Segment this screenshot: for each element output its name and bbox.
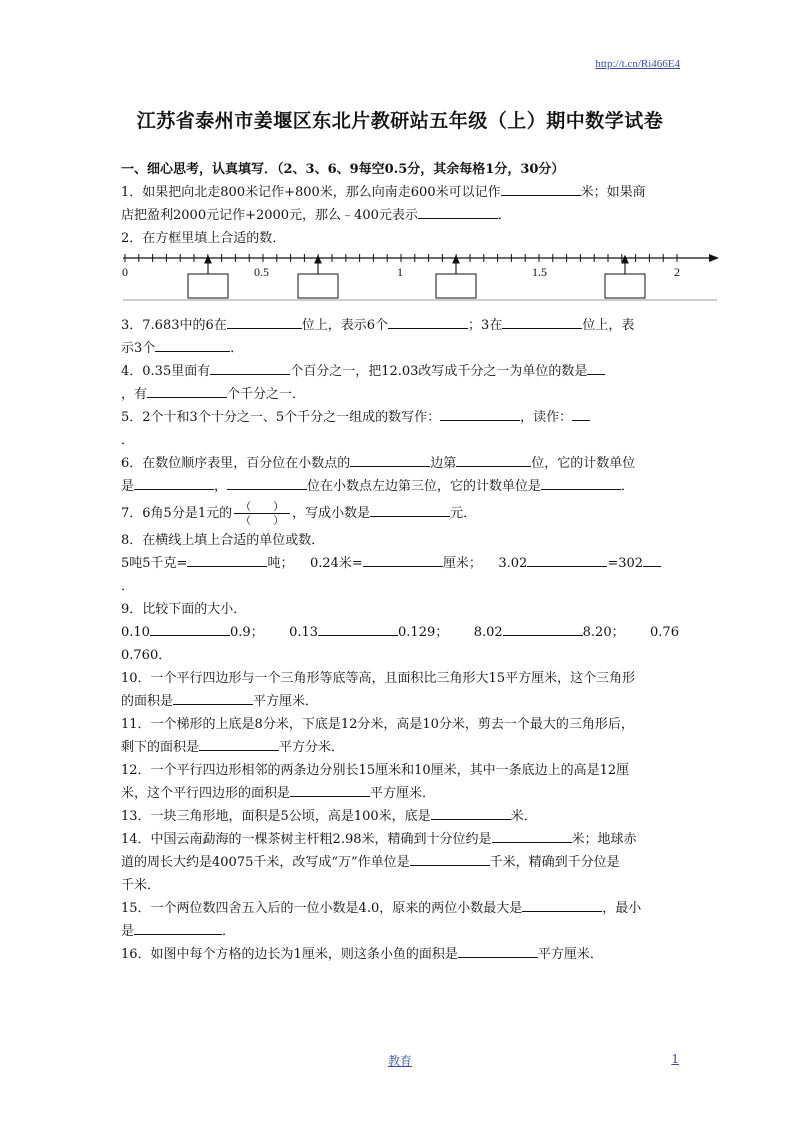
answer-blank[interactable] <box>502 314 582 329</box>
q4-text: 4．0.35里面有 <box>121 364 211 379</box>
q14-text: 道的周长大约是40075千米，改写成“万”作单位是 <box>121 855 410 870</box>
q3-text: ；3在 <box>468 318 503 333</box>
answer-blank[interactable] <box>418 204 498 219</box>
answer-blank[interactable] <box>527 552 607 567</box>
q3-text: 位上，表示6个 <box>301 318 389 333</box>
q13-text: 13．一块三角形地，面积是5公顷，高是100米，底是 <box>121 809 431 824</box>
answer-blank[interactable] <box>290 782 370 797</box>
q6-text: ． <box>621 479 635 494</box>
q9-text: 0.76 <box>650 625 679 640</box>
number-line-label: 1 <box>397 265 403 279</box>
q5-text: 5．2个十和3个十分之一、5个千分之一组成的数写作： <box>121 410 441 425</box>
page-number: 1 <box>671 1052 679 1066</box>
question-15 <box>121 897 687 920</box>
question-14 <box>121 828 687 851</box>
answer-blank[interactable] <box>155 337 230 352</box>
q9-text: 0.129； <box>398 625 449 640</box>
q14-text: 米；地球赤 <box>571 832 637 847</box>
fraction-blank[interactable] <box>234 500 290 527</box>
question-14-cont <box>121 851 687 874</box>
question-9-cont: 0.760． <box>121 648 172 663</box>
fraction-numerator: （ ） <box>234 500 290 514</box>
q8-text: =302 <box>607 556 644 571</box>
question-8: 8．在横线上填上合适的单位或数． <box>121 533 325 548</box>
question-2: 2．在方框里填上合适的数． <box>121 231 286 246</box>
q4-text: 个千分之一． <box>227 387 306 402</box>
q16-text: 16．如图中每个方格的边长为1厘米，则这条小鱼的面积是 <box>121 947 458 962</box>
number-line-label: 0.5 <box>254 265 269 279</box>
answer-box[interactable] <box>436 274 476 298</box>
q3-text: 位上，表 <box>582 318 635 333</box>
question-10: 10．一个平行四边形与一个三角形等底等高，且面积比三角形大15平方厘米，这个三角形 <box>121 671 636 686</box>
answer-blank[interactable] <box>458 943 538 958</box>
answer-blank[interactable] <box>431 805 511 820</box>
question-14-cont2: 千米． <box>121 878 161 893</box>
answer-blank[interactable] <box>210 360 290 375</box>
q1-text-c: 店把盈利2000元记作+2000元，那么﹣400元表示 <box>121 208 418 223</box>
number-line-label: 0 <box>122 265 128 279</box>
q6-text: 6．在数位顺序表里，百分位在小数点的 <box>121 456 351 471</box>
question-3 <box>121 314 687 337</box>
answer-blank[interactable] <box>227 475 307 490</box>
answer-blank[interactable] <box>199 736 279 751</box>
question-3-cont <box>121 337 687 360</box>
q11-text: 平方分米． <box>279 740 345 755</box>
q11-text: 剩下的面积是 <box>121 740 200 755</box>
answer-blank[interactable] <box>492 828 572 843</box>
answer-blank[interactable] <box>587 360 605 375</box>
q15-text: ． <box>222 924 236 939</box>
q7-text: 元． <box>450 506 477 521</box>
answer-box[interactable] <box>298 274 338 298</box>
q15-text: ，最小 <box>602 901 642 916</box>
compare-pair <box>289 621 448 644</box>
q10-text: 平方厘米． <box>253 694 319 709</box>
question-12: 12．一个平行四边形相邻的两条边分别长15厘米和10厘米，其中一条底边上的高是12厘 <box>121 763 630 778</box>
q12-text: 平方厘米． <box>370 786 436 801</box>
answer-blank[interactable] <box>350 452 430 467</box>
q4-text: 个百分之一，把12.03改写成千分之一为单位的数是 <box>290 364 588 379</box>
question-6 <box>121 452 687 475</box>
answer-blank[interactable] <box>134 475 214 490</box>
q8-text: 吨； <box>267 556 294 571</box>
answer-blank[interactable] <box>150 621 230 636</box>
answer-blank[interactable] <box>440 406 520 421</box>
footer-link[interactable]: 教育 <box>387 1054 412 1068</box>
q1-text-a: 1．如果把向北走800米记作+800米，那么向南走600米可以记作 <box>121 185 501 200</box>
question-8-items <box>121 552 687 575</box>
q8-text: 0.24米= <box>309 556 363 571</box>
q8-text: 5吨5千克= <box>121 556 188 571</box>
question-4 <box>121 360 687 383</box>
answer-blank[interactable] <box>503 621 583 636</box>
q16-text: 平方厘米． <box>537 947 603 962</box>
question-1 <box>121 181 687 204</box>
question-5-cont: ． <box>121 433 135 448</box>
q6-text: ， <box>214 479 228 494</box>
q15-text: 15．一个两位数四舍五入后的一位小数是4.0，原来的两位小数最大是 <box>121 901 523 916</box>
answer-blank[interactable] <box>456 452 531 467</box>
header-url-link[interactable]: http://t.cn/Ri466E4 <box>595 58 680 70</box>
q7-text: 7．6角5分是1元的 <box>121 506 233 521</box>
question-11: 11．一个梯形的上底是8分米，下底是12分米，高是10分米，剪去一个最大的三角形后， <box>121 717 634 732</box>
answer-blank[interactable] <box>388 314 468 329</box>
question-10-cont <box>121 690 687 713</box>
q3-text: ． <box>230 341 244 356</box>
q15-text: 是 <box>121 924 135 939</box>
section-heading: 一、细心思考，认真填写．（2、3、6、9每空0.5分，其余每格1分，30分） <box>121 162 565 177</box>
question-7 <box>121 500 687 527</box>
compare-pair <box>121 621 264 644</box>
q1-text-b: 米；如果商 <box>580 185 646 200</box>
page-title: 江苏省泰州市姜堰区东北片教研站五年级（上）期中数学试卷 <box>136 110 664 132</box>
question-16 <box>121 943 687 966</box>
q9-text: 0.10 <box>121 625 150 640</box>
q9-text: 8.20； <box>582 625 625 640</box>
exam-content <box>121 158 687 966</box>
answer-blank[interactable] <box>147 383 227 398</box>
question-6-cont <box>121 475 687 498</box>
q9-text: 0.13 <box>289 625 319 640</box>
q6-text: 是 <box>121 479 135 494</box>
q9-text: 0.9； <box>229 625 264 640</box>
question-15-cont <box>121 920 687 943</box>
question-5 <box>121 406 687 429</box>
answer-blank[interactable] <box>134 920 222 935</box>
answer-blank[interactable] <box>370 502 450 517</box>
fraction-denominator: （ ） <box>240 514 285 527</box>
q12-text: 米，这个平行四边形的面积是 <box>121 786 291 801</box>
q6-text: 边第 <box>430 456 457 471</box>
q8-text: 厘米； <box>442 556 482 571</box>
number-line-figure <box>121 252 687 312</box>
q9-text: 8.02 <box>473 625 503 640</box>
q6-text: 位在小数点左边第三位，它的计数单位是 <box>307 479 542 494</box>
q4-text: ，有 <box>121 387 148 402</box>
number-line-label: 1.5 <box>532 265 547 279</box>
q7-text: ，写成小数是 <box>292 506 371 521</box>
q14-text: 千米，精确到千分位是 <box>489 855 620 870</box>
question-4-cont <box>121 383 687 406</box>
q1-text-d: ． <box>497 208 511 223</box>
answer-blank[interactable] <box>363 552 443 567</box>
answer-blank[interactable] <box>522 897 602 912</box>
answer-box[interactable] <box>188 274 228 298</box>
number-line-svg <box>121 252 721 312</box>
answer-blank[interactable] <box>572 406 590 421</box>
answer-blank[interactable] <box>173 690 253 705</box>
question-8-cont: ． <box>121 579 135 594</box>
q10-text: 的面积是 <box>121 694 174 709</box>
question-12-cont <box>121 782 687 805</box>
answer-box[interactable] <box>605 274 645 298</box>
answer-blank[interactable] <box>318 621 398 636</box>
answer-blank[interactable] <box>227 314 302 329</box>
answer-blank[interactable] <box>643 552 661 567</box>
question-11-cont <box>121 736 687 759</box>
q13-text: 米． <box>510 809 537 824</box>
number-line-label: 2 <box>674 265 680 279</box>
q5-text: ，读作： <box>520 410 573 425</box>
q6-text: 位，它的计数单位 <box>531 456 636 471</box>
q14-text: 14．中国云南勐海的一棵茶树主杆粗2.98米，精确到十分位约是 <box>121 832 492 847</box>
question-1-cont <box>121 204 687 227</box>
answer-blank[interactable] <box>541 475 621 490</box>
question-9: 9．比较下面的大小． <box>121 602 247 617</box>
compare-pair <box>474 621 625 644</box>
number-line-arrow <box>709 254 719 262</box>
answer-blank[interactable] <box>501 181 581 196</box>
question-13 <box>121 805 687 828</box>
q3-text: 示3个 <box>121 341 156 356</box>
answer-blank[interactable] <box>410 851 490 866</box>
q8-text: 3.02 <box>498 556 528 571</box>
q3-text: 3．7.683中的6在 <box>121 318 227 333</box>
answer-blank[interactable] <box>187 552 267 567</box>
question-9-items <box>121 621 687 644</box>
